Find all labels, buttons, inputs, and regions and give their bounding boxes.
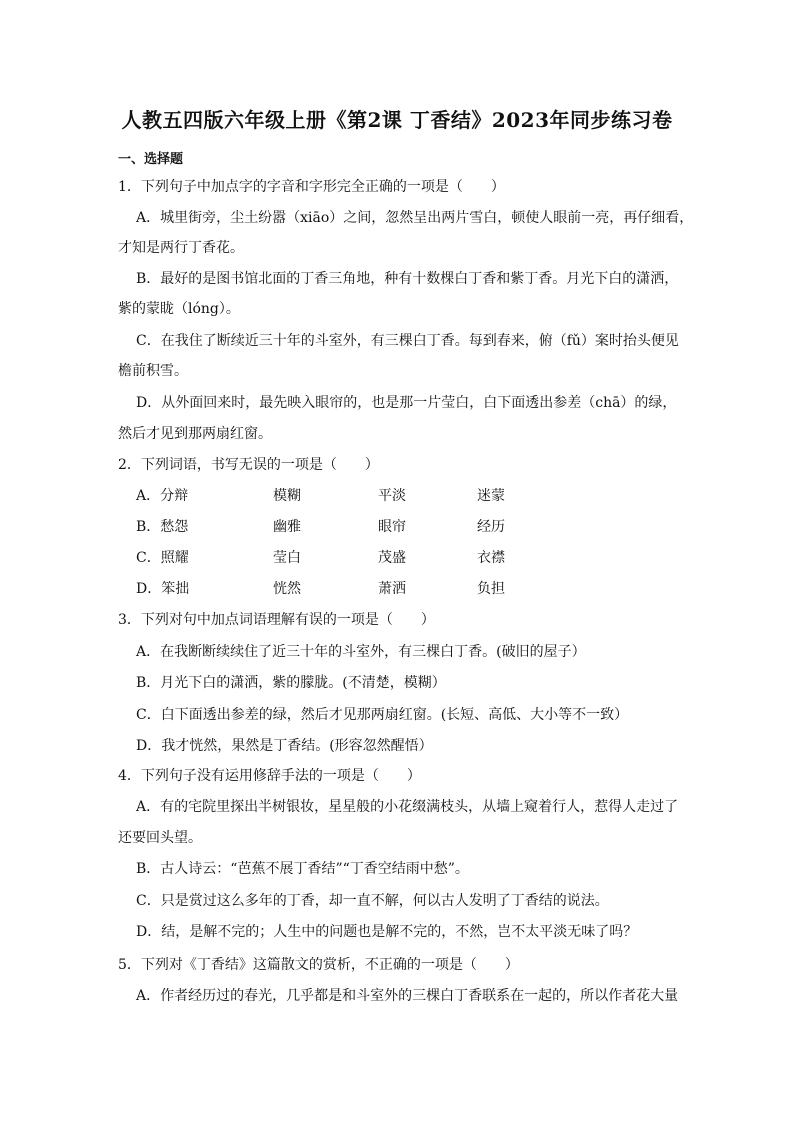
question-2-row-c-word-2: 莹白 [273, 550, 301, 566]
question-2-row-c-word-3: 茂盛 [378, 550, 406, 566]
question-1-option-d: D．从外面回来时，最先映入眼帘的，也是那一片莹白，白下面透出参差（chā）的绿， [136, 395, 677, 411]
question-2-row-c-word-1: C．照耀 [136, 550, 189, 566]
question-2-row-d-word-2: 恍然 [273, 581, 301, 597]
question-4-option-b: B．古人诗云：“芭蕉不展丁香结”“丁香空结雨中愁”。 [136, 861, 469, 877]
question-4-option-a: A．有的宅院里探出半树银妆，星星般的小花缀满枝头，从墙上窥着行人，惹得人走过了 [136, 799, 679, 815]
question-2-row-a-word-1: A．分辩 [136, 488, 189, 504]
question-5-option-a: A．作者经历过的春光，几乎都是和斗室外的三棵白丁香联系在一起的，所以作者花大量 [136, 988, 679, 1004]
question-1-option-b: B．最好的是图书馆北面的丁香三角地，种有十数棵白丁香和紫丁香。月光下白的潇洒， [136, 271, 679, 287]
question-4-option-c: C．只是赏过这么多年的丁香，却一直不解，何以古人发明了丁香结的说法。 [136, 893, 609, 909]
question-3-option-a: A．在我断断续续住了近三十年的斗室外，有三棵白丁香。(破旧的屋子） [136, 644, 586, 660]
question-3-option-d: D．我才恍然，果然是丁香结。(形容忽然醒悟） [136, 738, 433, 754]
question-1-stem: 1．下列句子中加点字的字音和字形完全正确的一项是（ ） [118, 179, 505, 195]
question-1-option-a-cont: 才知是两行丁香花。 [118, 240, 244, 256]
question-2-row-d-word-3: 萧洒 [378, 581, 406, 597]
question-4-option-d: D．结，是解不完的；人生中的问题也是解不完的，不然，岂不太平淡无味了吗？ [136, 924, 638, 940]
question-1-option-d-cont: 然后才见到那两扇红窗。 [118, 426, 272, 442]
question-2-row-c-word-4: 衣襟 [477, 550, 505, 566]
question-4-option-a-cont: 还要回头望。 [118, 830, 202, 846]
question-2-stem: 2．下列词语，书写无误的一项是（ ） [118, 457, 379, 473]
question-2-row-b-word-3: 眼帘 [378, 519, 406, 535]
question-2-row-a-word-4: 迷蒙 [477, 488, 505, 504]
question-2-row-b-word-1: B．愁怨 [136, 519, 189, 535]
section-heading: 一、选择题 [118, 152, 184, 167]
page-title: 人教五四版六年级上册《第2课 丁香结》2023年同步练习卷 [121, 108, 673, 132]
question-5-stem: 5．下列对《丁香结》这篇散文的赏析，不正确的一项是（ ） [118, 957, 519, 973]
question-3-stem: 3．下列对句中加点词语理解有误的一项是（ ） [118, 612, 435, 628]
question-2-row-d-word-1: D．笨拙 [136, 581, 190, 597]
question-1-option-c-cont: 檐前积雪。 [118, 363, 188, 379]
question-1-option-c: C．在我住了断续近三十年的斗室外，有三棵白丁香。每到春来，俯（fǔ）案时抬头便见 [136, 333, 679, 349]
question-2-row-d-word-4: 负担 [477, 581, 505, 597]
question-1-option-b-cont: 紫的蒙眬（lóng）。 [118, 301, 240, 317]
question-1-option-a: A．城里街旁，尘土纷嚣（xiāo）之间，忽然呈出两片雪白，顿使人眼前一亮，再仔细看， [136, 210, 694, 226]
question-3-option-b: B．月光下白的潇洒，紫的朦胧。(不清楚，模糊） [136, 675, 446, 691]
question-4-stem: 4．下列句子没有运用修辞手法的一项是（ ） [118, 768, 421, 784]
question-2-row-b-word-2: 幽雅 [273, 519, 301, 535]
question-2-row-b-word-4: 经历 [477, 519, 505, 535]
question-2-row-a-word-2: 模糊 [273, 488, 301, 504]
question-2-row-a-word-3: 平淡 [378, 488, 406, 504]
question-3-option-c: C．白下面透出参差的绿，然后才见那两扇红窗。(长短、高低、大小等不一致） [136, 707, 629, 723]
